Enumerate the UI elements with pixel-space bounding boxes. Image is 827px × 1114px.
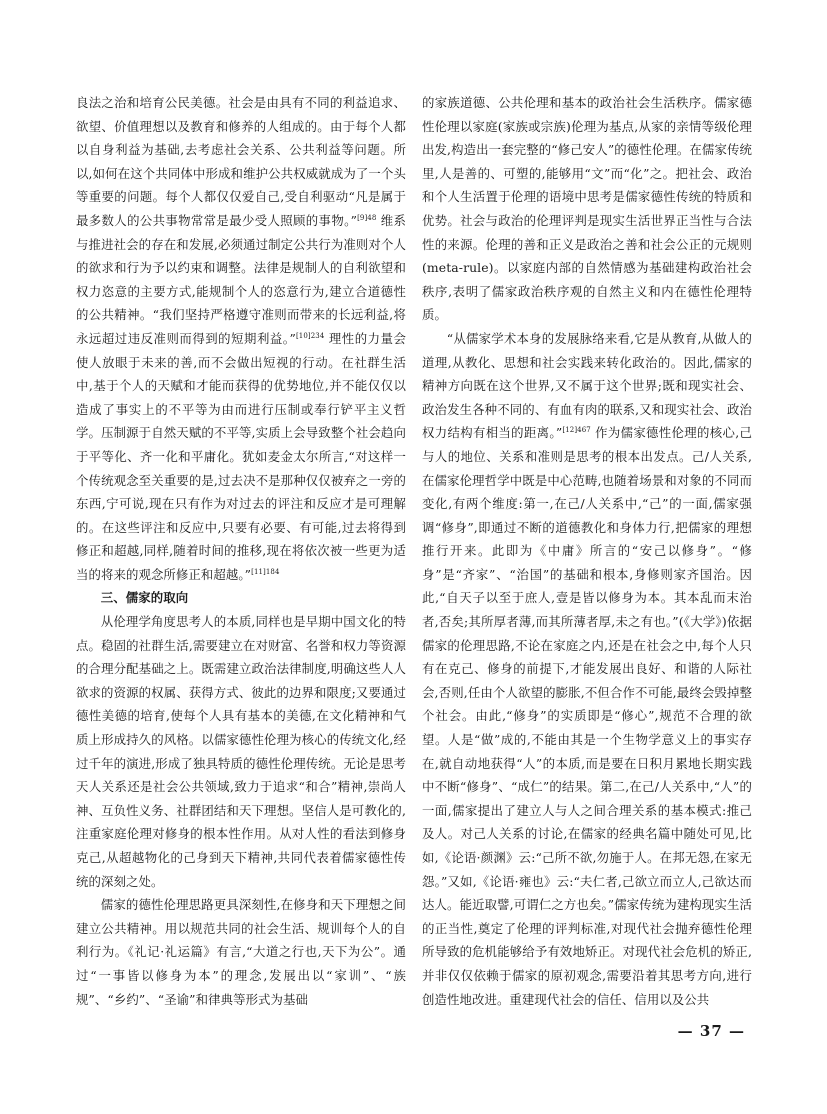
paragraph bbox=[422, 327, 752, 1011]
citation: [10]234 bbox=[295, 331, 325, 340]
text-run: 良法之治和培育公民美德。社会是由具有不同的利益追求、欲望、价值理想以及教育和修养的人组成的。由于每个人都以自身利益为基础,去考虑社会关系、公共利益等问题。所以,如何在这个共同体中形成和维护公共权威就成为了一个头等重要的问题。每个人都仅仅爱自己,受自利驱动“凡是属于最多数人的公共事物常常是最少受人照顾的事物。” bbox=[76, 95, 406, 228]
paragraph bbox=[76, 91, 406, 586]
section-heading: 三、儒家的取向 bbox=[100, 590, 189, 606]
paragraph: 从伦理学角度思考人的本质,同样也是早期中国文化的特点。稳固的社群生活,需要建立在对财富、名誉和权力等资源的合理分配基础之上。既需建立政治法律制度,明确这些人人欲求的资源的权属、获得方式、彼此的边界和限度;又要通过德性美德的培育,使每个人具有基本的美德,在文化精神和气质上形成持久的风格。以儒家德性伦理为核心的传统文化,经过千年的演进,形成了独具特质的德性伦理传统。无论是思考天人关系还是社会公共领域,致力于追求“和合”精神,崇尚人神、互负性义务、社群团结和天下理想。坚信人是可教化的,注重家庭伦理对修身的根本性作用。从对人性的看法到修身克己,从超越物化的己身到天下精神,共同代表着儒家德性传统的深刻之处。 bbox=[76, 614, 406, 889]
paragraph: 儒家的德性伦理思路更具深刻性,在修身和天下理想之间建立公共精神。用以规范共同的社会生活、规训每个人的自利行为。《礼记·礼运篇》有言,“大道之行也,天下为公”。通过“一事皆以修身为本”的理念,发展出以“家训”、“族规”、“乡约”、“圣谕”和律典等形式为基础 bbox=[76, 897, 406, 1007]
citation: [9]48 bbox=[357, 213, 377, 222]
citation: [11]184 bbox=[251, 567, 280, 576]
page-number: — 37 — bbox=[677, 1022, 745, 1040]
citation: [12]467 bbox=[562, 426, 591, 435]
text-run: 维系与推进社会的存在和发展,必须通过制定公共行为准则对个人的欲求和行为予以约束和调整。法律是规制人的自利欲望和权力恣意的主要方式,能规制个人的恣意行为,建立合道德性的公共精神。“我们坚持严格遵守准则而带来的长远利益,将永远超过违反准则而得到的短期利益。” bbox=[76, 212, 406, 346]
paragraph: 的家族道德、公共伦理和基本的政治社会生活秩序。儒家德性伦理以家庭(家族或宗族)伦理为基点,从家的亲情等级伦理出发,构造出一套完整的“修己安人”的德性伦理。在儒家传统里,人是善的、可塑的,能够用“文”而“化”之。把社会、政治和个人生活置于伦理的语境中思考是儒家德性传统的特质和优势。社会与政治的伦理评判是现实生活世界正当性与合法性的来源。伦理的善和正义是政治之善和社会公正的元规则(meta-rule)。以家庭内部的自然情感为基础建构政治社会秩序,表明了儒家政治秩序观的自然主义和内在德性伦理特质。 bbox=[422, 95, 752, 323]
text-run: 理性的力量会使人放眼于未来的善,而不会做出短视的行动。在社群生活中,基于个人的天赋和才能而获得的优势地位,并不能仅仅以造成了事实上的不平等为由而进行压制或奉行铲平主义哲学。压制源于自然天赋的不平等,实质上会导致整个社会趋向于平等化、齐一化和平庸化。犹如麦金太尔所言,“对这样一个传统观念至关重要的是,过去决不是那种仅仅被弃之一旁的东西,宁可说,现在只有作为对过去的评注和反应才是可理解的。在这些评注和反应中,只要有必要、有可能,过去将得到修正和超越,同样,随着时间的推移,现在将依次被一些更为适当的将来的观念所修正和超越。” bbox=[76, 330, 406, 582]
text-run: 作为儒家德性伦理的核心,己与人的地位、关系和准则是思考的根本出发点。己/人关系,在儒家伦理哲学中既是中心范畴,也随着场景和对象的不同而变化,有两个维度:第一,在己/人关系中,“己”的一面,儒家强调“修身”,即通过不断的道德教化和身体力行,把儒家的理想推行开来。此即为《中庸》所言的“安己以修身”。“修身”是“齐家”、“治国”的基础和根本,身修则家齐国治。因此,“自天子以至于庶人,壹是皆以修身为本。其本乱而末治者,否矣;其所厚者薄,而其所薄者厚,未之有也。”(《大学》)依据儒家的伦理思路,不论在家庭之内,还是在社会之中,每个人只有在克己、修身的前提下,才能发展出良好、和谐的人际社会,否则,任由个人欲望的膨胀,不但合作不可能,最终会毁掉整个社会。由此,“修身”的实质即是“修心”,规范不合理的欲望。人是“做”成的,不能由其是一个生物学意义上的事实存在,就自动地获得“人”的本质,而是要在日积月累地长期实践中不断“修身”、“成仁”的结果。第二,在己/人关系中,“人”的一面,儒家提出了建立人与人之间合理关系的基本模式:推己及人。对己人关系的讨论,在儒家的经典名篇中随处可见,比如,《论语·颜渊》云:“己所不欲,勿施于人。在邦无怨,在家无怨。”又如,《论语·雍也》云:“夫仁者,己欲立而立人,己欲达而达人。能近取譬,可谓仁之方也矣。”儒家传统为建构现实生活的正当性,奠定了伦理的评判标准,对现代社会抛弃德性伦理所导致的危机能够给予有效地矫正。对现代社会危机的矫正,并非仅仅依赖于儒家的原初观念,需要沿着其思考方向,进行创造性地改进。重建现代社会的信任、信用以及公共 bbox=[422, 425, 753, 1007]
text-run: “从儒家学术本身的发展脉络来看,它是从教育,从做人的道理,从教化、思想和社会实践来转化政治的。因此,儒家的精神方向既在这个世界,又不属于这个世界;既和现实社会、政治发生各种不同的、有血有肉的联系,又和现实社会、政治权力结构有相当的距离。” bbox=[422, 330, 752, 441]
left-column bbox=[76, 91, 406, 1011]
right-column bbox=[422, 91, 752, 1011]
